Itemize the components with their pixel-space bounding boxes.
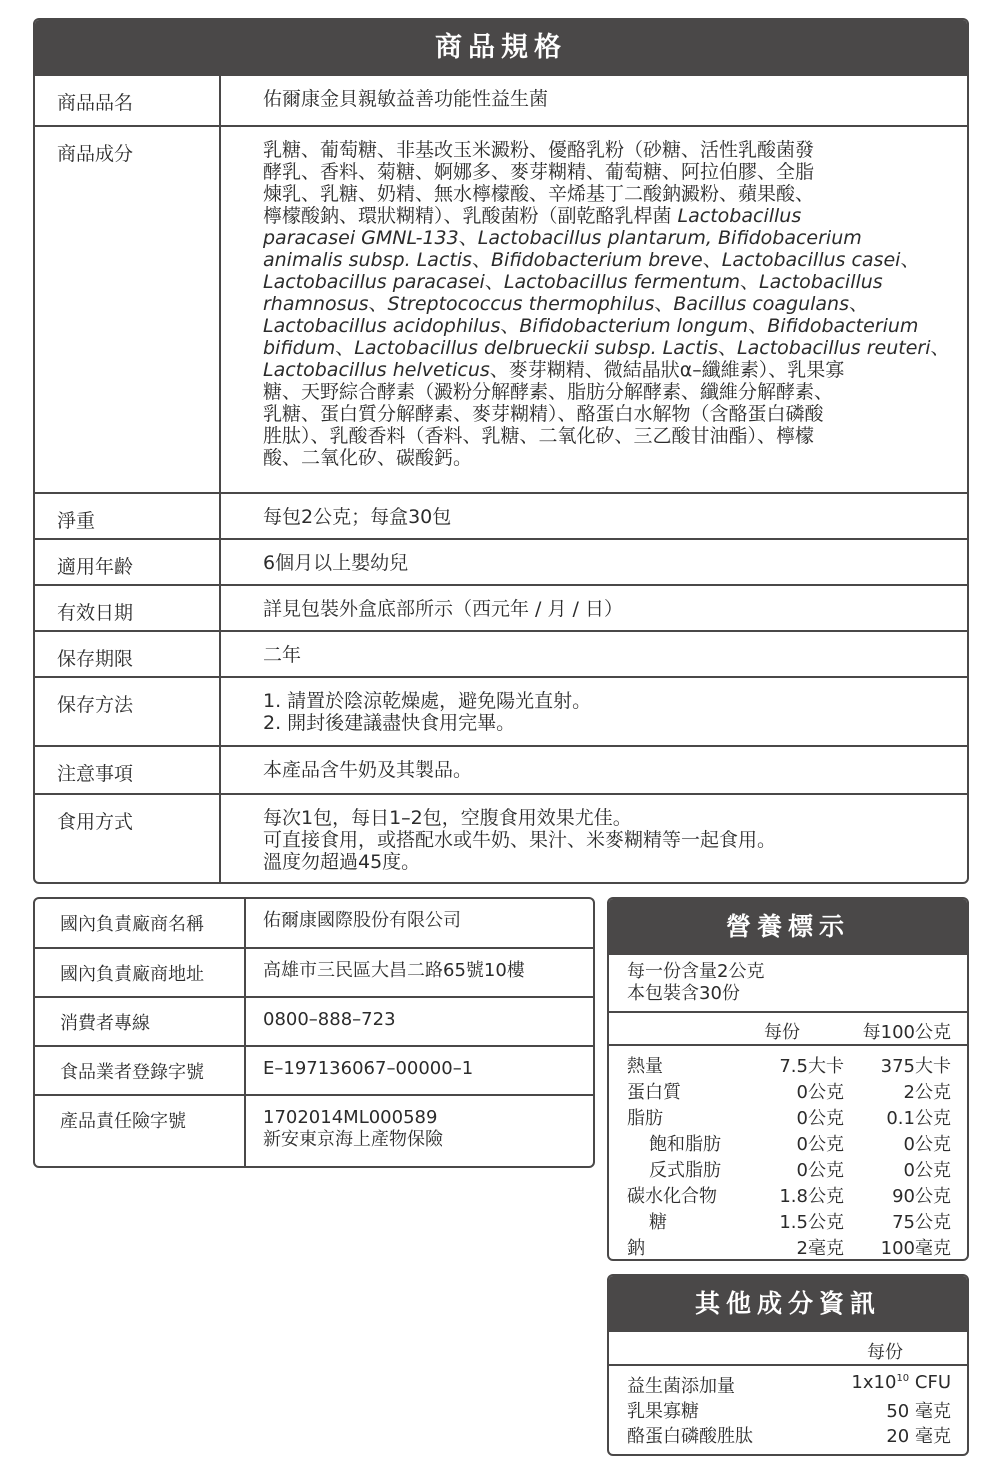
amount-unit: CFU bbox=[909, 1372, 951, 1393]
col-per-serving: 每份 bbox=[764, 1022, 800, 1043]
per-100g-value: 0.1公克 bbox=[886, 1108, 951, 1129]
spec-value-line: 酸、二氧化矽、碳酸鈣。 bbox=[263, 447, 473, 469]
company-row bbox=[35, 947, 593, 996]
spec-value-line: Lactobacillus acidophilus、Bifidobacterium longum、Bifidobacterium bbox=[263, 315, 919, 337]
spec-row-label: 注意事項 bbox=[35, 747, 221, 793]
nutrition-row bbox=[609, 1233, 967, 1259]
amount-base: 1x10 bbox=[851, 1372, 897, 1393]
spec-value-line: 6個月以上嬰幼兒 bbox=[263, 552, 409, 574]
other-ingredient-row bbox=[609, 1422, 967, 1447]
spec-value-line: Lactobacillus helveticus、麥芽糊精、微結晶狀α–纖維素）、乳果寡 bbox=[263, 359, 845, 381]
spec-value-line: rhamnosus、Streptococcus thermophilus、Bacillus coagulans、 bbox=[263, 293, 869, 315]
spec-value-line: 每包2公克；每盒30包 bbox=[263, 506, 452, 528]
spec-value-line: 煉乳、乳糖、奶精、無水檸檬酸、辛烯基丁二酸鈉澱粉、蘋果酸、 bbox=[263, 183, 815, 205]
per-100g-value: 75公克 bbox=[892, 1212, 951, 1233]
ingredient-amount bbox=[851, 1372, 951, 1393]
per-serving-value: 2毫克 bbox=[796, 1238, 844, 1259]
spec-row-label: 商品成分 bbox=[35, 127, 221, 492]
spec-row-label: 保存方法 bbox=[35, 678, 221, 745]
spec-value-line: 佑爾康金貝親敏益善功能性益生菌 bbox=[263, 88, 549, 110]
per-serving-value: 7.5大卡 bbox=[779, 1056, 844, 1077]
per-serving-value: 0公克 bbox=[796, 1160, 844, 1181]
company-row-label: 消費者專線 bbox=[35, 998, 246, 1045]
product-spec-table bbox=[33, 18, 969, 884]
spec-row-label: 適用年齡 bbox=[35, 540, 221, 584]
nutrient-name: 飽和脂肪 bbox=[649, 1134, 721, 1155]
per-100g-value: 100毫克 bbox=[880, 1238, 951, 1259]
ingredient-amount: 50 毫克 bbox=[886, 1401, 951, 1422]
spec-value-line: 溫度勿超過45度。 bbox=[263, 851, 421, 873]
company-row bbox=[35, 1045, 593, 1094]
spec-value-line: 乳糖、葡萄糖、非基改玉米澱粉、優酪乳粉（砂糖、活性乳酸菌發 bbox=[263, 139, 815, 161]
spec-row-value bbox=[221, 586, 967, 630]
nutrition-row bbox=[609, 1103, 967, 1129]
spec-row-value bbox=[221, 678, 967, 745]
spec-value-line: 二年 bbox=[263, 644, 302, 666]
spec-value-line: 乳糖、蛋白質分解酵素、麥芽糊精）、酪蛋白水解物（含酪蛋白磷酸 bbox=[263, 403, 824, 425]
company-row-value bbox=[246, 1096, 593, 1168]
spec-row-label: 有效日期 bbox=[35, 586, 221, 630]
spec-value-line: animalis subsp. Lactis、Bifidobacterium breve、Lactobacillus casei、 bbox=[263, 249, 920, 271]
spec-row-value bbox=[221, 632, 967, 676]
nutrition-row bbox=[609, 1051, 967, 1077]
company-value-line: 1702014ML000589 bbox=[263, 1107, 438, 1128]
servings-per-package: 本包裝含30份 bbox=[627, 983, 740, 1004]
spec-value-line: 每次1包，每日1–2包，空腹食用效果尤佳。 bbox=[263, 807, 632, 829]
company-value-line: 佑爾康國際股份有限公司 bbox=[263, 910, 461, 931]
spec-row-value bbox=[221, 795, 967, 884]
spec-value-line: 糖、天野綜合酵素（澱粉分解酵素、脂肪分解酵素、纖維分解酵素、 bbox=[263, 381, 834, 403]
spec-value-line: Lactobacillus paracasei、Lactobacillus fermentum、Lactobacillus bbox=[263, 271, 883, 293]
spec-row bbox=[35, 745, 967, 793]
spec-row bbox=[35, 793, 967, 884]
company-value-line: 高雄市三民區大昌二路65號10樓 bbox=[263, 960, 525, 981]
spec-row bbox=[35, 76, 967, 125]
per-serving-value: 0公克 bbox=[796, 1108, 844, 1129]
spec-value-line: 檸檬酸鈉、環狀糊精）、乳酸菌粉（副乾酪乳桿菌 Lactobacillus bbox=[263, 205, 802, 227]
other-title: 其他成分資訊 bbox=[609, 1276, 967, 1332]
nutrition-row bbox=[609, 1181, 967, 1207]
ingredient-name: 益生菌添加量 bbox=[627, 1376, 735, 1397]
other-ingredients-table bbox=[607, 1274, 969, 1456]
nutrient-name: 蛋白質 bbox=[627, 1082, 681, 1103]
other-ingredient-row bbox=[609, 1372, 967, 1397]
company-row-label: 產品責任險字號 bbox=[35, 1096, 246, 1168]
spec-row bbox=[35, 492, 967, 538]
nutrient-name: 糖 bbox=[649, 1212, 667, 1233]
per-100g-value: 0公克 bbox=[903, 1134, 951, 1155]
company-row-value bbox=[246, 998, 593, 1045]
company-row-value bbox=[246, 899, 593, 947]
spec-row-label: 保存期限 bbox=[35, 632, 221, 676]
spec-row bbox=[35, 630, 967, 676]
company-value-line: E–197136067–00000–1 bbox=[263, 1058, 474, 1079]
nutrition-facts-table bbox=[607, 897, 969, 1261]
spec-row-label: 淨重 bbox=[35, 494, 221, 538]
nutrition-row bbox=[609, 1077, 967, 1103]
per-serving-value: 0公克 bbox=[796, 1134, 844, 1155]
per-100g-value: 375大卡 bbox=[880, 1056, 951, 1077]
col-per-100g: 每100公克 bbox=[862, 1022, 951, 1043]
ingredient-name: 酪蛋白磷酸胜肽 bbox=[627, 1426, 753, 1447]
spec-row bbox=[35, 125, 967, 492]
per-serving-value: 1.8公克 bbox=[779, 1186, 844, 1207]
company-row-label: 食品業者登錄字號 bbox=[35, 1047, 246, 1094]
company-row bbox=[35, 996, 593, 1045]
company-row-label: 國內負責廠商地址 bbox=[35, 949, 246, 996]
company-info-table bbox=[33, 897, 595, 1168]
nutrition-title: 營養標示 bbox=[609, 899, 967, 955]
spec-value-line: 本產品含牛奶及其製品。 bbox=[263, 759, 473, 781]
spec-value-line: 酵乳、香料、菊糖、婀娜多、麥芽糊精、葡萄糖、阿拉伯膠、全脂 bbox=[263, 161, 815, 183]
nutrient-name: 熱量 bbox=[627, 1056, 663, 1077]
spec-value-line: 詳見包裝外盒底部所示（西元年 / 月 / 日） bbox=[263, 598, 623, 620]
nutrition-row bbox=[609, 1129, 967, 1155]
spec-row bbox=[35, 538, 967, 584]
company-row bbox=[35, 899, 593, 947]
per-serving-value: 1.5公克 bbox=[779, 1212, 844, 1233]
nutrient-name: 碳水化合物 bbox=[627, 1186, 717, 1207]
spec-row-value bbox=[221, 747, 967, 793]
per-100g-value: 2公克 bbox=[903, 1082, 951, 1103]
per-serving-value: 0公克 bbox=[796, 1082, 844, 1103]
spec-value-line: 1. 請置於陰涼乾燥處，避免陽光直射。 bbox=[263, 690, 592, 712]
ingredient-name: 乳果寡糖 bbox=[627, 1401, 699, 1422]
nutrition-row bbox=[609, 1207, 967, 1233]
other-column-header bbox=[609, 1332, 967, 1366]
nutrient-name: 鈉 bbox=[627, 1238, 645, 1259]
company-row-value bbox=[246, 1047, 593, 1094]
company-value-line: 0800–888–723 bbox=[263, 1009, 396, 1030]
spec-title: 商品規格 bbox=[35, 20, 967, 76]
col-per-serving: 每份 bbox=[867, 1342, 903, 1363]
company-value-line: 新安東京海上產物保險 bbox=[263, 1129, 443, 1150]
nutrition-row bbox=[609, 1155, 967, 1181]
company-row-label: 國內負責廠商名稱 bbox=[35, 899, 246, 947]
amount-exponent: 10 bbox=[896, 1373, 910, 1384]
spec-row-value bbox=[221, 540, 967, 584]
serving-info bbox=[609, 955, 967, 1013]
per-100g-value: 90公克 bbox=[892, 1186, 951, 1207]
ingredient-amount: 20 毫克 bbox=[886, 1426, 951, 1447]
nutrient-name: 脂肪 bbox=[627, 1108, 663, 1129]
spec-value-line: bifidum、Lactobacillus delbrueckii subsp. Lactis、Lactobacillus reuteri、 bbox=[263, 337, 950, 359]
spec-row-value bbox=[221, 76, 967, 125]
spec-value-line: 可直接食用，或搭配水或牛奶、果汁、米麥糊精等一起食用。 bbox=[263, 829, 777, 851]
nutrition-column-header bbox=[609, 1013, 967, 1046]
per-100g-value: 0公克 bbox=[903, 1160, 951, 1181]
spec-value-line: 胜肽）、乳酸香料（香料、乳糖、二氧化矽、三乙酸甘油酯）、檸檬 bbox=[263, 425, 815, 447]
company-row-value bbox=[246, 949, 593, 996]
spec-row-value bbox=[221, 494, 967, 538]
spec-value-line: 2. 開封後建議盡快食用完畢。 bbox=[263, 712, 516, 734]
spec-row-label: 商品品名 bbox=[35, 76, 221, 125]
spec-row-label: 食用方式 bbox=[35, 795, 221, 884]
spec-value-line: paracasei GMNL-133、Lactobacillus plantarum, Bifidobacerium bbox=[263, 227, 862, 249]
other-ingredient-row bbox=[609, 1397, 967, 1422]
spec-row-value bbox=[221, 127, 969, 492]
spec-row bbox=[35, 584, 967, 630]
nutrient-name: 反式脂肪 bbox=[649, 1160, 721, 1181]
company-row bbox=[35, 1094, 593, 1168]
serving-size: 每一份含量2公克 bbox=[627, 961, 765, 982]
spec-row bbox=[35, 676, 967, 745]
